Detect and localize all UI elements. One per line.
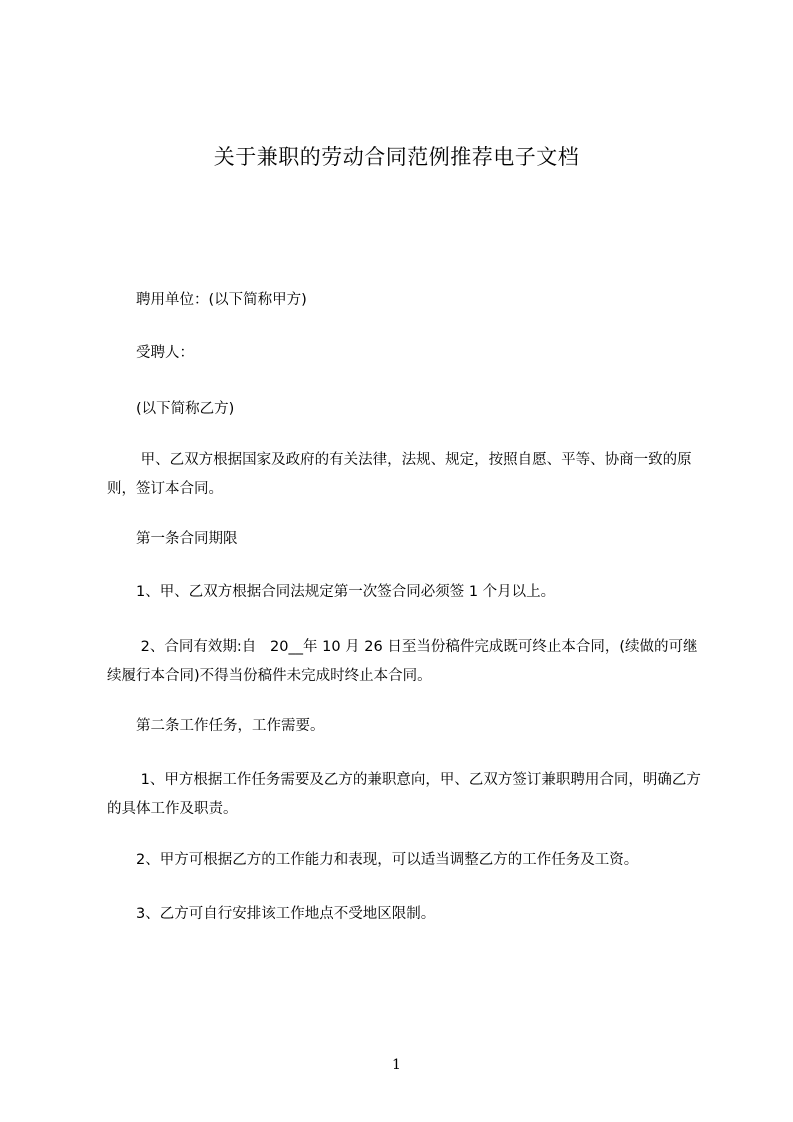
paragraph-task-clause-2: 2、甲方可根据乙方的工作能力和表现，可以适当调整乙方的工作任务及工资。 bbox=[136, 852, 639, 868]
paragraph-employee-alias: (以下简称乙方) bbox=[136, 401, 235, 417]
document-title: 关于兼职的劳动合同范例推荐电子文档 bbox=[213, 145, 580, 169]
paragraph-agreement-basis: 甲、乙双方根据国家及政府的有关法律，法规、规定，按照自愿、平等、协商一致的原则，签订本合同。 bbox=[107, 452, 692, 497]
paragraph-task-clause-1: 1、甲方根据工作任务需要及乙方的兼职意向，甲、乙双方签订兼职聘用合同，明确乙方的具体工作及职责。 bbox=[107, 772, 701, 817]
paragraph-term-clause-1: 1、甲、乙双方根据合同法规定第一次签合同必须签 1 个月以上。 bbox=[136, 584, 556, 600]
section-heading-work-tasks: 第二条工作任务，工作需要。 bbox=[136, 718, 325, 734]
paragraph-employee: 受聘人： bbox=[136, 345, 194, 361]
page-number: 1 bbox=[392, 1057, 401, 1073]
paragraph-employer: 聘用单位：(以下简称甲方) bbox=[136, 292, 307, 308]
paragraph-task-clause-3: 3、乙方可自行安排该工作地点不受地区限制。 bbox=[136, 906, 436, 922]
paragraph-term-clause-2: 2、合同有效期:自 20__年 10 月 26 日至当份稿件完成既可终止本合同，(续做的可继续履行本合同)不得当份稿件未完成时终止本合同。 bbox=[107, 639, 698, 684]
section-heading-contract-term: 第一条合同期限 bbox=[136, 531, 238, 547]
